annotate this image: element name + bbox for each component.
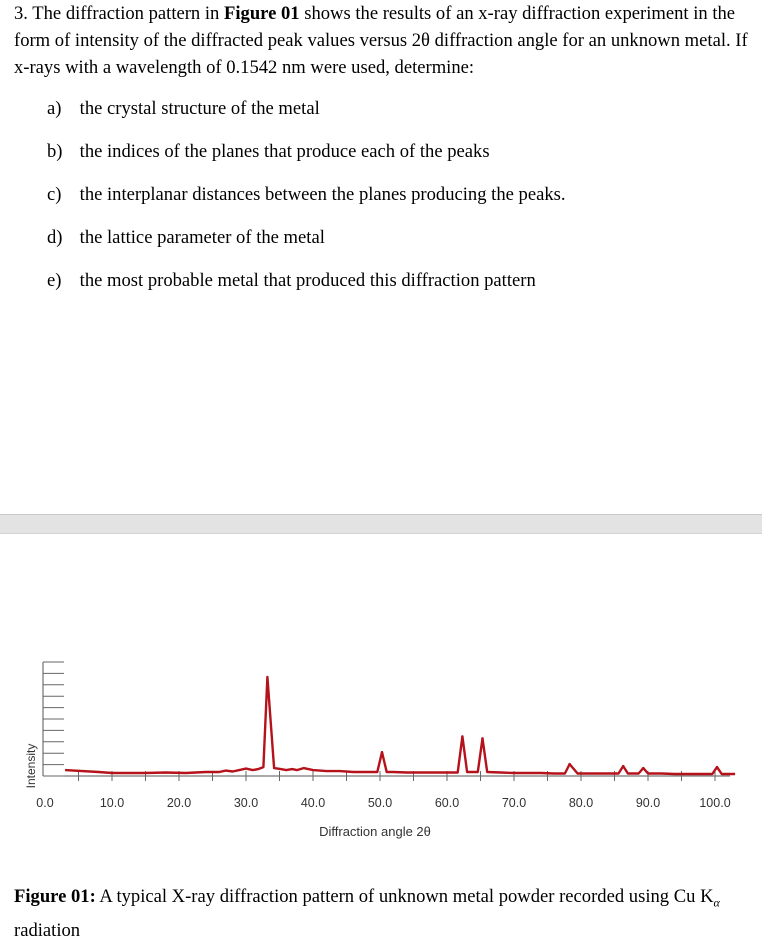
xrd-chart [0, 640, 762, 840]
y-axis-ticks [43, 662, 64, 776]
peak-point [257, 768, 259, 770]
x-tick-label: 20.0 [166, 796, 192, 810]
caption-alpha: α [713, 895, 720, 910]
peak-point [568, 763, 570, 765]
x-tick-labels [36, 796, 730, 810]
x-tick-label: 10.0 [99, 796, 125, 810]
caption-k: K [700, 886, 714, 907]
item-text: the lattice parameter of the metal [79, 227, 325, 248]
peak-point [381, 751, 383, 753]
question-body: shows the results of an x-ray diffraction experiment in the form of intensity of the diffracted peak values versus 2θ diffraction angle for an unknown metal. If x-rays with a wavelength of 0.1542 nm were used, determine: [14, 3, 748, 78]
item-d [47, 226, 325, 250]
item-label: d) [47, 227, 63, 248]
figure-caption [14, 883, 760, 944]
peak-point [622, 765, 624, 767]
x-tick-label: 90.0 [635, 796, 661, 810]
item-text: the indices of the planes that produce each of the peaks [79, 141, 490, 162]
item-e [47, 269, 536, 293]
item-text: the crystal structure of the metal [79, 98, 320, 119]
section-divider [0, 514, 762, 534]
x-tick-label: 50.0 [367, 796, 393, 810]
item-label: c) [47, 184, 62, 205]
question-intro: The diffraction pattern in [32, 3, 224, 24]
question-number: 3. [14, 3, 28, 24]
item-label: b) [47, 141, 63, 162]
item-label: a) [47, 98, 62, 119]
peak-markers [257, 735, 718, 770]
x-tick-label: 30.0 [233, 796, 259, 810]
figure-reference: Figure 01 [224, 3, 300, 24]
item-a [47, 97, 320, 121]
item-text: the interplanar distances between the planes producing the peaks. [79, 184, 566, 205]
item-c [47, 183, 566, 207]
peak-point [716, 766, 718, 768]
y-axis-label: Intensity [24, 743, 38, 789]
question-text [14, 0, 760, 81]
x-tick-label: 60.0 [434, 796, 460, 810]
peak-point [461, 735, 463, 737]
x-tick-label: 70.0 [501, 796, 527, 810]
peak-point [642, 767, 644, 769]
item-label: e) [47, 270, 62, 291]
x-tick-label: 80.0 [568, 796, 594, 810]
x-axis-label: Diffraction angle 2θ [319, 824, 431, 839]
item-b [47, 140, 490, 164]
diffraction-trace [65, 677, 735, 774]
caption-label: Figure 01: [14, 886, 96, 907]
peak-point [481, 737, 483, 739]
x-tick-label: 100.0 [699, 796, 731, 810]
x-tick-label: 0.0 [36, 796, 54, 810]
x-tick-label: 40.0 [300, 796, 326, 810]
caption-text: A typical X-ray diffraction pattern of unknown metal powder recorded using Cu [95, 886, 696, 907]
caption-end: radiation [14, 919, 81, 941]
item-text: the most probable metal that produced this diffraction pattern [79, 270, 536, 291]
peak-point [291, 768, 293, 770]
